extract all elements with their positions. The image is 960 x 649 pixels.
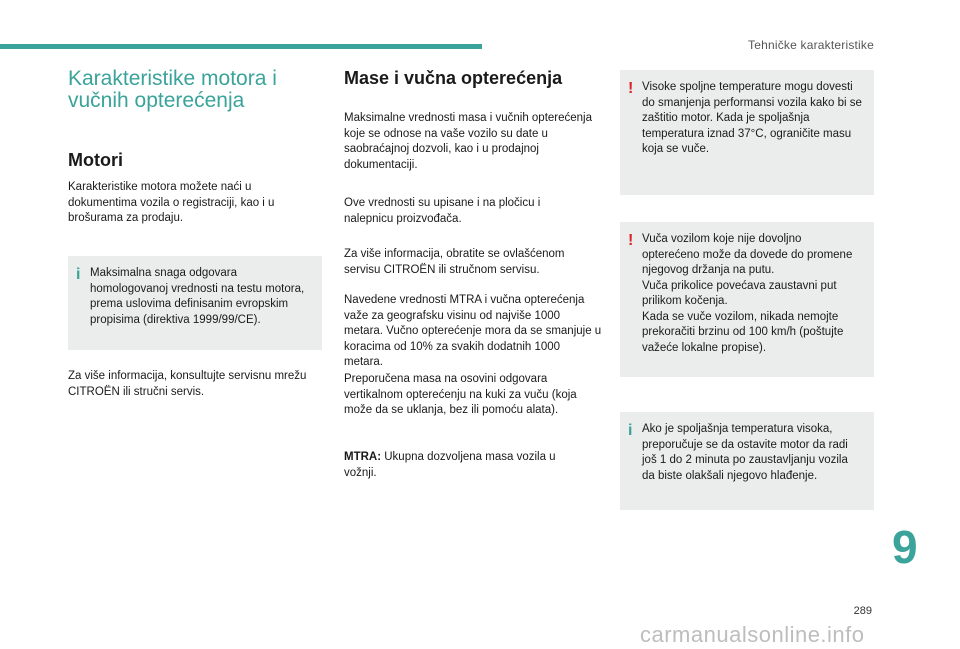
warning-towing-line-3: Kada se vuče vozilom, nikada nemojte prekoračiti brzinu od 100 km/h (poštujte važeće lokalne propise). <box>642 310 844 354</box>
mase-paragraph-4b: Preporučena masa na osovini odgovara vertikalnom opterećenju na kuki za vuču (koja može da se uklanja, bez ili pomoću alata). <box>344 373 577 416</box>
info-box-power <box>68 256 322 350</box>
warning-towing-line-2: Vuča prikolice povećava zaustavni put prilikom kočenja. <box>642 279 837 307</box>
header-accent-bar <box>0 44 482 49</box>
info-box-text: Maksimalna snaga odgovara homologovanoj vrednosti na testu motora, prema uslovima definisanim evropskim propisima (direktiva 1999/99/CE). <box>90 267 305 326</box>
info-box-cooling-text: Ako je spoljašnja temperatura visoka, preporučuje se da ostavite motor da radi još 1 do 2 minuta po zaustavljanju vozila da biste olakšali njegovo hlađenje. <box>642 423 848 482</box>
mtra-definition <box>344 450 580 481</box>
mase-paragraph-1: Maksimalne vrednosti masa i vučnih opterećenja koje se odnose na vaše vozilo su date u saobraćajnoj dozvoli, kao i u prodajnoj dokumentaciji. <box>344 112 593 171</box>
info-icon: i <box>628 422 633 439</box>
chapter-number: 9 <box>892 521 918 573</box>
watermark: carmanualsonline.info <box>640 622 865 647</box>
mtra-text: Ukupna dozvoljena masa vozila u vožnji. <box>344 451 556 479</box>
warning-box-towing <box>620 222 874 377</box>
warning-box-temperature <box>620 70 874 195</box>
info-box-cooling <box>620 412 874 510</box>
mase-paragraph-2: Ove vrednosti su upisane i na pločicu i nalepnicu proizvođača. <box>344 197 541 225</box>
page-number: 289 <box>853 605 872 617</box>
more-info-paragraph: Za više informacija, konsultujte servisnu mrežu CITROËN ili stručni servis. <box>68 370 307 398</box>
mase-heading: Mase i vučna opterećenja <box>344 68 563 88</box>
info-icon: i <box>76 266 81 283</box>
motori-paragraph: Karakteristike motora možete naći u dokumentima vozila o registraciji, kao i u brošurama za prodaju. <box>68 181 275 224</box>
warning-icon: ! <box>628 80 634 97</box>
warning-box-temperature-text: Visoke spoljne temperature mogu dovesti do smanjenja performansi vozila kako bi se zaštitio motor. Kada je spoljašnja temperatura iznad 37°C, ograničite masu koja se vuče. <box>642 81 862 155</box>
warning-icon: ! <box>628 232 634 249</box>
warning-towing-line-1: Vuča vozilom koje nije dovoljno opterećeno može da dovede do promene njegovog držanja na putu. <box>642 233 853 276</box>
motori-heading: Motori <box>68 150 123 170</box>
mase-paragraph-4a: Navedene vrednosti MTRA i vučna opterećenja važe za geografsku visinu od najviše 1000 metara. Vučno opterećenje mora da se smanjuje u koracima od 10% za svakih dodatnih 1000 metara. <box>344 294 602 368</box>
mase-paragraph-3: Za više informacija, obratite se ovlašćenom servisu CITROËN ili stručnom servisu. <box>344 248 565 276</box>
mtra-label: MTRA: <box>344 451 382 463</box>
section-title: Karakteristike motora i vučnih opterećenja <box>68 67 277 112</box>
chapter-header-title: Tehničke karakteristike <box>748 38 874 52</box>
